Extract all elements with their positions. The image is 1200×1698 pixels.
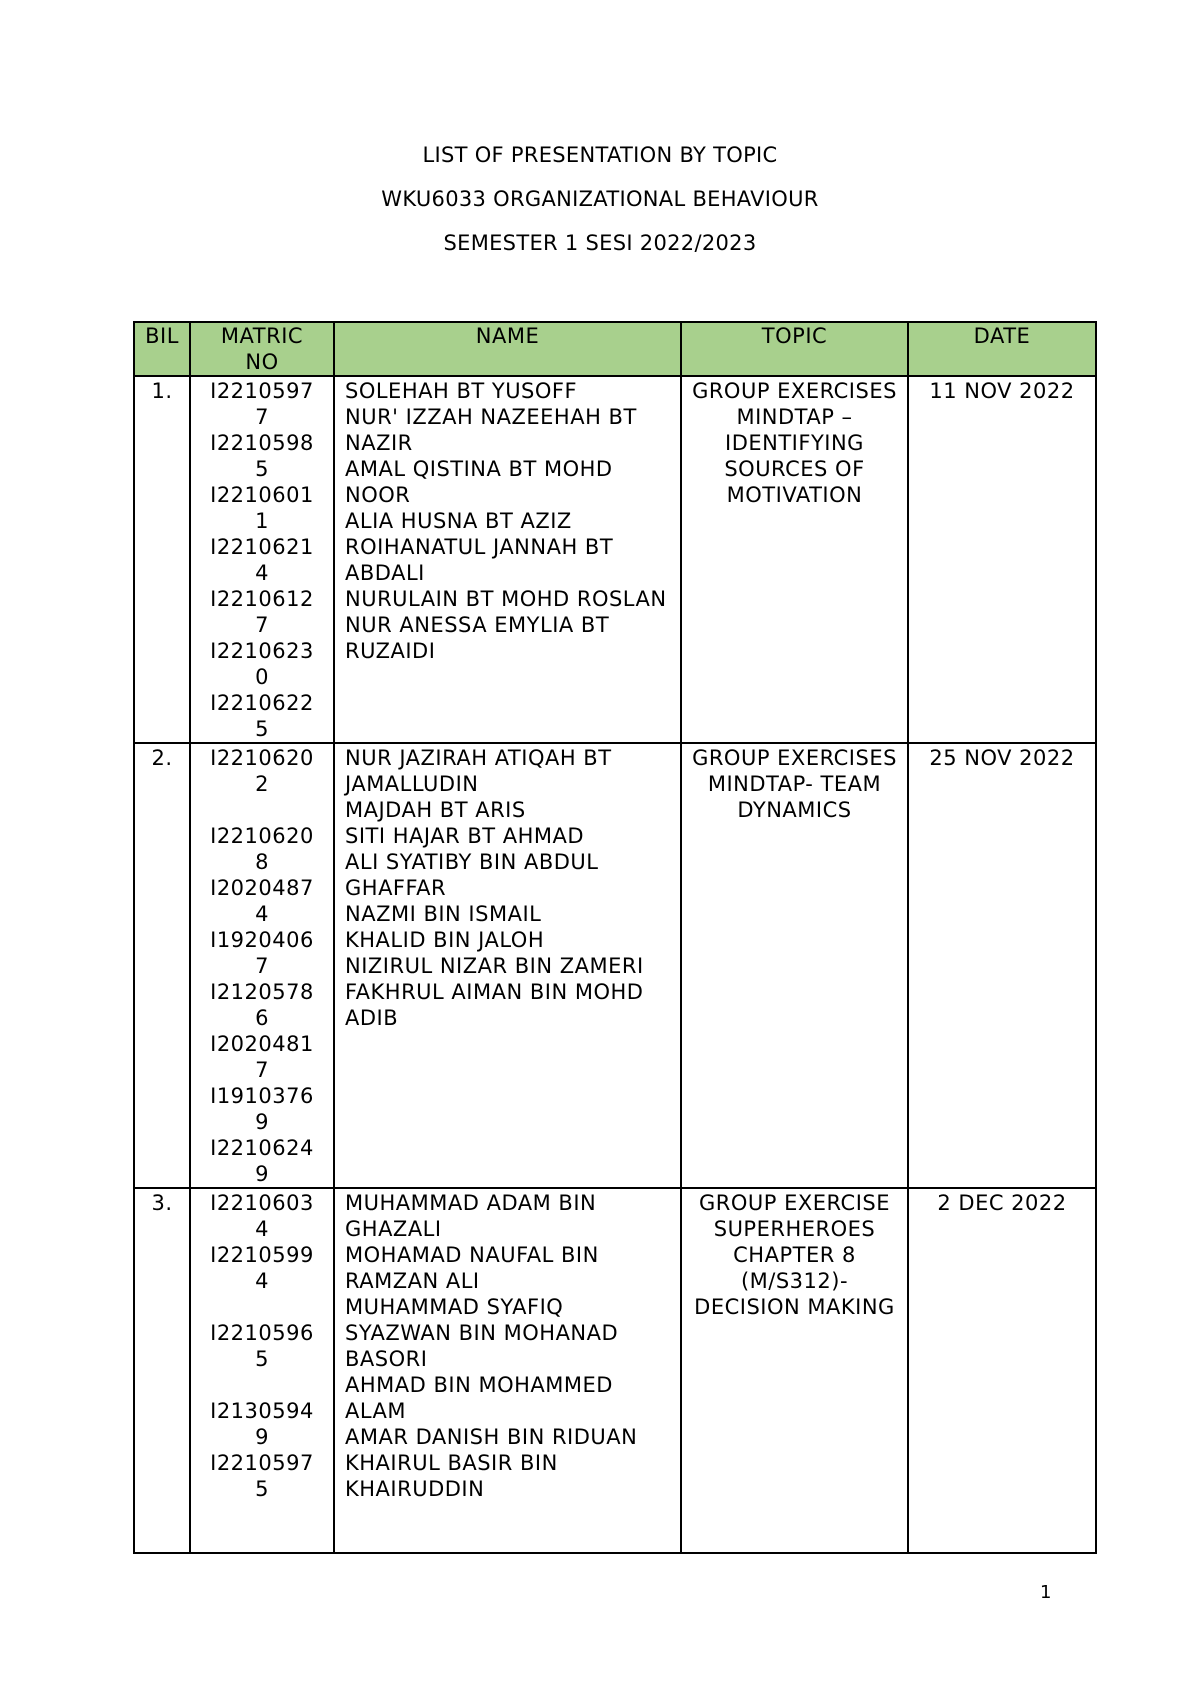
matric-no: I1910376 9 [210,1084,314,1134]
student-name: ALI SYATIBY BIN ABDUL GHAFFAR [345,850,599,900]
student-name: NURULAIN BT MOHD ROSLAN [345,587,667,611]
matric-no: I2020487 4 [210,876,314,926]
matric-no: I1920406 7 [210,928,314,978]
names-cell [334,376,681,743]
presentation-table [133,321,1097,1554]
table-row [134,376,1096,743]
matric-no: I2210624 9 [210,1136,314,1186]
topic-cell: GROUP EXERCISE SUPERHEROES CHAPTER 8 (M/S312)- DECISION MAKING [681,1188,908,1553]
title-line-2: WKU6033 ORGANIZATIONAL BEHAVIOUR [381,187,819,211]
matric-no: I2130594 9 [210,1399,314,1449]
matric-no: I2210603 4 [210,1191,314,1241]
student-name: MUHAMMAD ADAM BIN GHAZALI [345,1191,597,1241]
student-name: AMAL QISTINA BT MOHD NOOR [345,457,613,507]
date-cell: 25 NOV 2022 [908,743,1096,1188]
names-cell [334,1188,681,1553]
student-name: NIZIRUL NIZAR BIN ZAMERI [345,954,644,978]
row-number: 2. [134,743,190,1188]
student-name: SOLEHAH BT YUSOFF [345,379,578,403]
student-name: ALIA HUSNA BT AZIZ [345,509,572,533]
matric-no: I2210621 4 [210,535,314,585]
student-name: ROIHANATUL JANNAH BT ABDALI [345,535,614,585]
matric-no: I2210623 0 [210,639,314,689]
document-title-block [0,140,1200,272]
matric-no: I2210612 7 [210,587,314,637]
student-name: FAKHRUL AIMAN BIN MOHD ADIB [345,980,644,1030]
topic-cell: GROUP EXERCISES MINDTAP- TEAM DYNAMICS [681,743,908,1188]
header-name: NAME [334,322,681,376]
matric-spacer [201,1372,323,1398]
student-name: NUR ANESSA EMYLIA BT RUZAIDI [345,613,610,663]
table-row [134,743,1096,1188]
table-row [134,1188,1096,1553]
student-name: SITI HAJAR BT AHMAD [345,824,585,848]
matric-no: I2210601 1 [210,483,314,533]
matric-no: I2210622 5 [210,691,314,741]
matric-spacer [201,1294,323,1320]
student-name: NAZMI BIN ISMAIL [345,902,542,926]
matric-no: I2210620 2 [210,746,314,796]
matric-no: I2020481 7 [210,1032,314,1082]
header-date: DATE [908,322,1096,376]
header-bil: BIL [134,322,190,376]
student-name: MUHAMMAD SYAFIQ SYAZWAN BIN MOHANAD BASORI [345,1295,619,1371]
date-cell: 2 DEC 2022 [908,1188,1096,1553]
title-line-1: LIST OF PRESENTATION BY TOPIC [422,143,778,167]
student-name: KHAIRUL BASIR BIN KHAIRUDDIN [345,1451,558,1501]
student-name: AMAR DANISH BIN RIDUAN [345,1425,638,1449]
title-line-3: SEMESTER 1 SESI 2022/2023 [443,231,757,255]
student-name: KHALID BIN JALOH [345,928,545,952]
date-cell: 11 NOV 2022 [908,376,1096,743]
matric-no: I2120578 6 [210,980,314,1030]
matric-cell [190,743,334,1188]
matric-cell [190,1188,334,1553]
row-number: 3. [134,1188,190,1553]
matric-no: I2210598 5 [210,431,314,481]
matric-no: I2210596 5 [210,1321,314,1371]
matric-no: I2210599 4 [210,1243,314,1293]
topic-cell: GROUP EXERCISES MINDTAP – IDENTIFYING SOURCES OF MOTIVATION [681,376,908,743]
row-number: 1. [134,376,190,743]
student-name: MAJDAH BT ARIS [345,798,526,822]
matric-cell [190,376,334,743]
matric-spacer [201,797,323,823]
header-matric-no: MATRIC NO [190,322,334,376]
student-name: NUR JAZIRAH ATIQAH BT JAMALLUDIN [345,746,612,796]
names-cell [334,743,681,1188]
matric-no: I2210597 7 [210,379,314,429]
matric-no: I2210620 8 [210,824,314,874]
page-number: 1 [1040,1582,1052,1603]
header-topic: TOPIC [681,322,908,376]
matric-no: I2210597 5 [210,1451,314,1501]
student-name: NUR' IZZAH NAZEEHAH BT NAZIR [345,405,637,455]
student-name: MOHAMAD NAUFAL BIN RAMZAN ALI [345,1243,599,1293]
student-name: AHMAD BIN MOHAMMED ALAM [345,1373,613,1423]
table-header-row [134,322,1096,376]
